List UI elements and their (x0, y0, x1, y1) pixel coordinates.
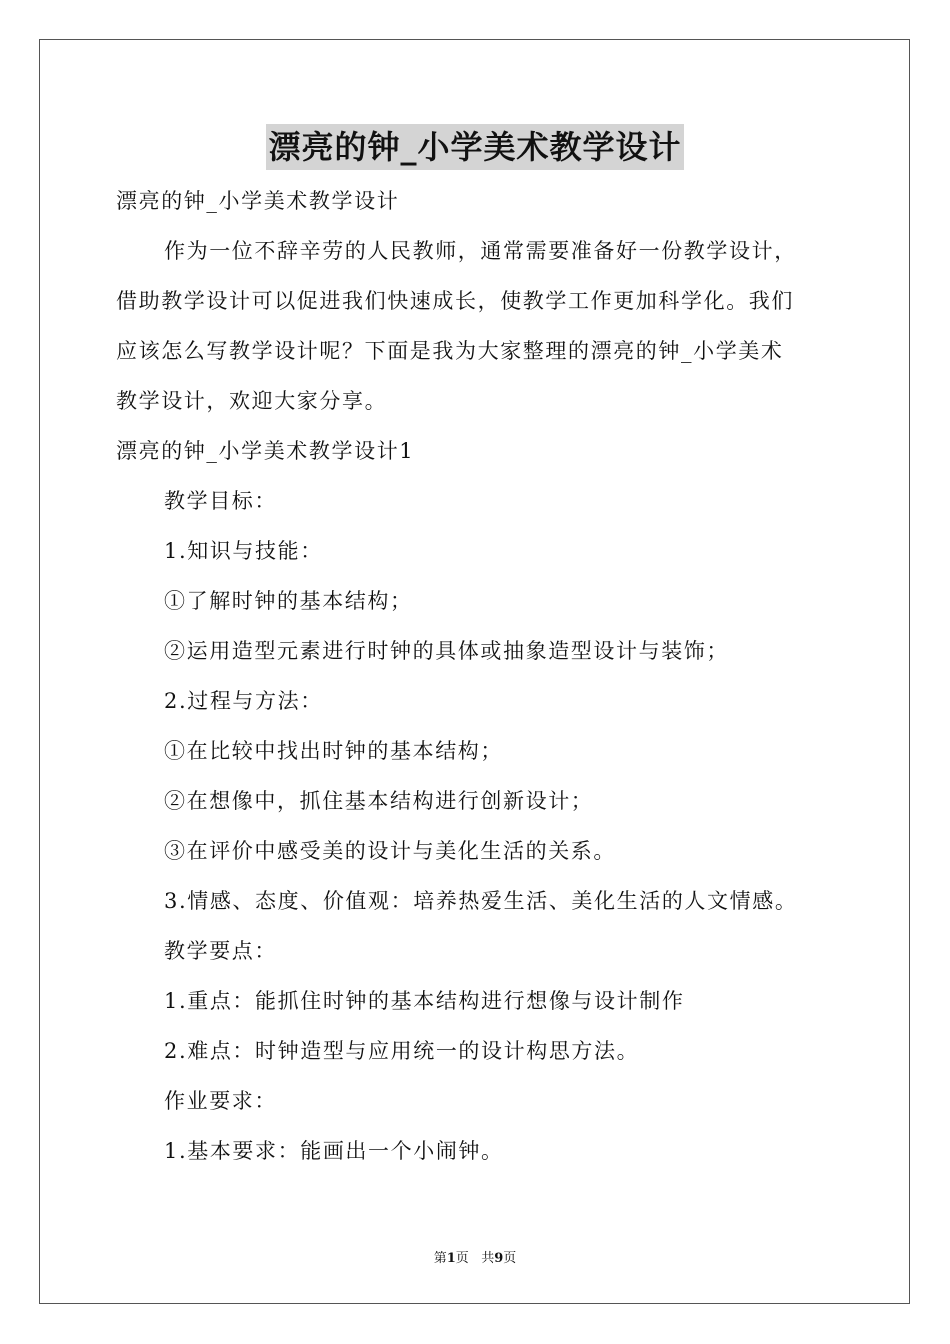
body-line: 2.过程与方法： (164, 689, 323, 713)
footer-prefix: 第 (433, 1251, 447, 1266)
footer-total-prefix: 共 (481, 1251, 495, 1266)
body-line: ②在想像中，抓住基本结构进行创新设计； (164, 789, 594, 813)
body-line: 借助教学设计可以促进我们快速成长，使教学工作更加科学化。我们 (116, 289, 794, 313)
body-line: 教学目标： (164, 489, 277, 513)
body-line: ③在评价中感受美的设计与美化生活的关系。 (164, 839, 616, 863)
body-line: ①在比较中找出时钟的基本结构； (164, 739, 503, 763)
body-line: 漂亮的钟_小学美术教学设计 (116, 189, 400, 213)
current-page-number: 1 (446, 1251, 456, 1266)
footer-total-suffix: 页 (503, 1251, 517, 1266)
body-line: 1.重点：能抓住时钟的基本结构进行想像与设计制作 (164, 989, 685, 1013)
body-line: 1.知识与技能： (164, 539, 323, 563)
body-line: 教学设计，欢迎大家分享。 (116, 389, 388, 413)
body-line: 2.难点：时钟造型与应用统一的设计构思方法。 (164, 1039, 640, 1063)
page-footer (0, 1247, 950, 1266)
document-body (116, 176, 836, 1176)
body-line: ②运用造型元素进行时钟的具体或抽象造型设计与装饰； (164, 639, 729, 663)
body-line: 作为一位不辞辛劳的人民教师，通常需要准备好一份教学设计， (164, 239, 797, 263)
body-line: 3.情感、态度、价值观：培养热爱生活、美化生活的人文情感。 (164, 889, 798, 913)
body-line: 漂亮的钟_小学美术教学设计1 (116, 439, 415, 463)
body-line: 教学要点： (164, 939, 277, 963)
footer-page-suffix: 页 (455, 1251, 469, 1266)
body-line: 应该怎么写教学设计呢？下面是我为大家整理的漂亮的钟_小学美术 (116, 339, 784, 363)
total-pages-number: 9 (494, 1251, 504, 1266)
body-line: 作业要求： (164, 1089, 277, 1113)
document-title: 漂亮的钟_小学美术教学设计 (266, 124, 683, 170)
body-line: ①了解时钟的基本结构； (164, 589, 413, 613)
title-container (0, 124, 950, 170)
body-line: 1.基本要求：能画出一个小闹钟。 (164, 1139, 504, 1163)
